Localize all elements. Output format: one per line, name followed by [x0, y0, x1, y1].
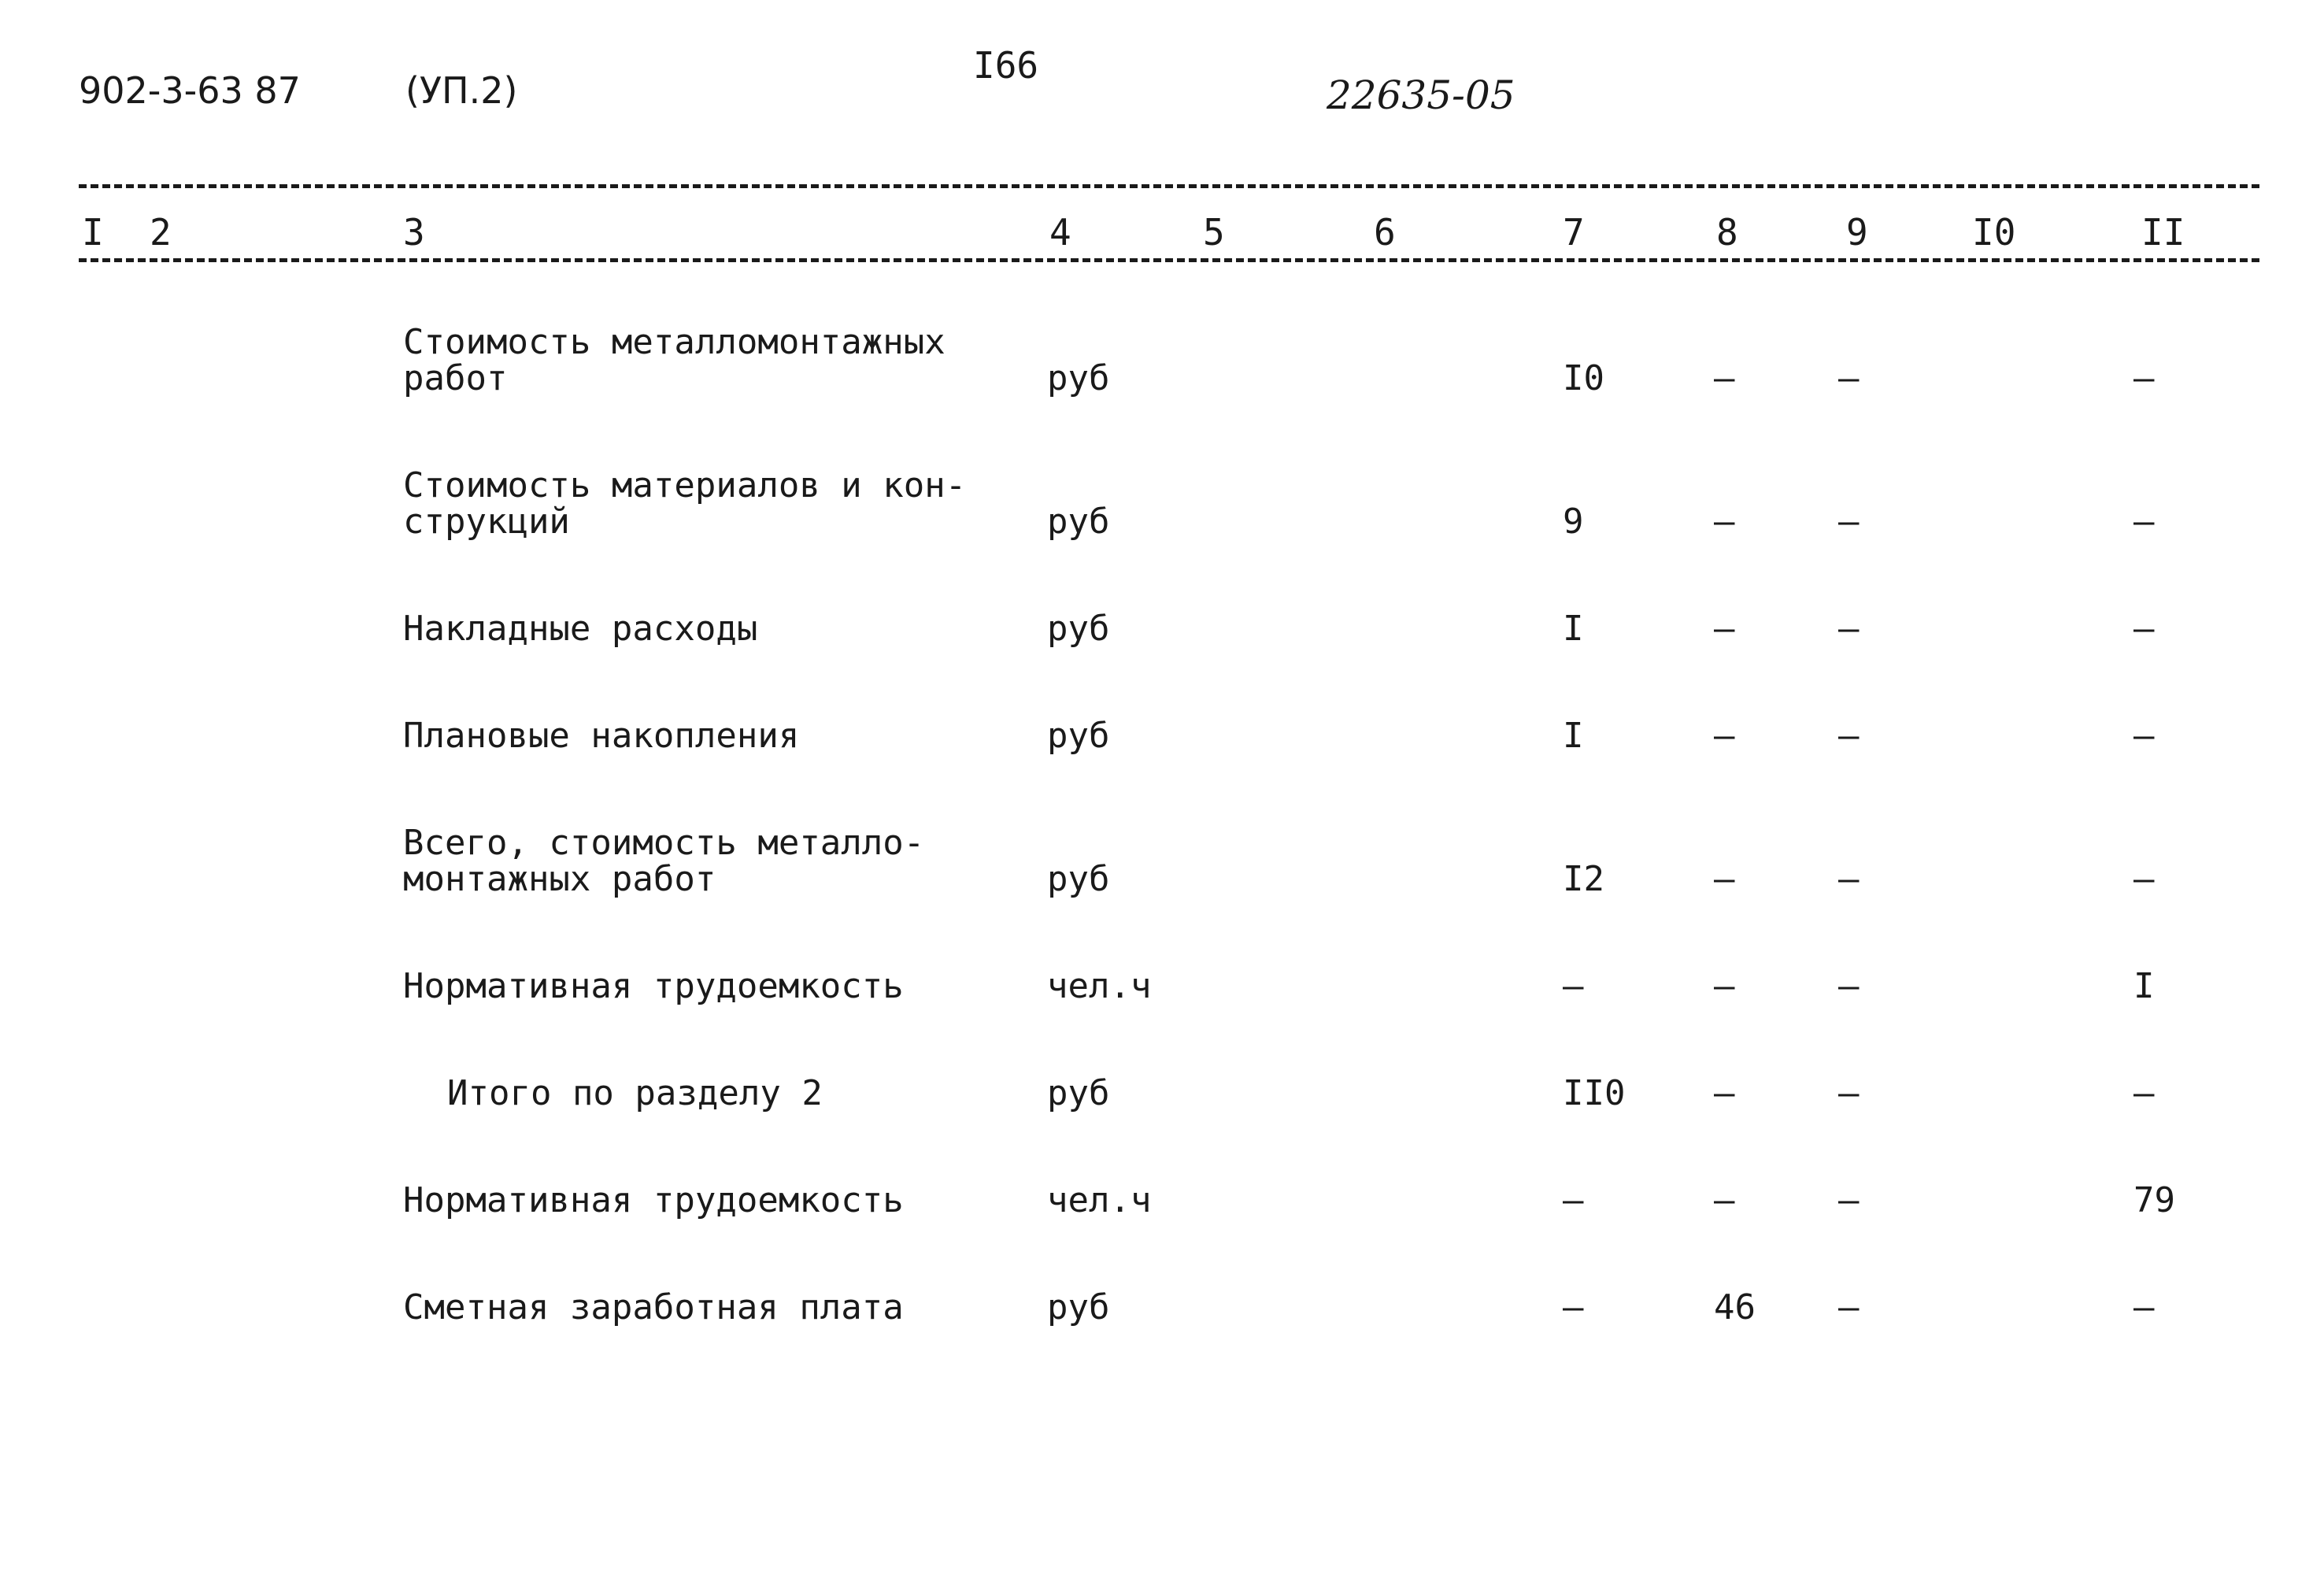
column-number: 7: [1563, 211, 1585, 254]
row-col7-value: –: [1563, 1287, 1584, 1327]
row-col8-value: –: [1714, 502, 1735, 542]
row-col11-value: –: [2133, 1073, 2155, 1113]
row-col7-value: 9: [1563, 502, 1584, 542]
row-description: Стоимость материалов и кон- струкций: [403, 465, 967, 542]
row-col11-value: –: [2133, 502, 2155, 542]
row-unit: руб: [1047, 716, 1110, 756]
column-number: 6: [1374, 211, 1396, 254]
row-description: Стоимость металломонтажных работ: [403, 322, 946, 398]
row-col8-value: –: [1714, 1073, 1735, 1113]
row-col9-value: –: [1838, 1073, 1860, 1113]
table-top-rule: [79, 184, 2259, 188]
row-col9-value: –: [1838, 716, 1860, 756]
column-number: 4: [1049, 211, 1071, 254]
column-number: 3: [403, 211, 425, 254]
row-col11-value: –: [2133, 716, 2155, 756]
row-col7-value: –: [1563, 1180, 1584, 1220]
document-code: 902-3-63 87: [79, 69, 301, 112]
row-col9-value: –: [1838, 1180, 1860, 1220]
album-number: (УП.2): [405, 69, 518, 112]
row-description: Итого по разделу 2: [447, 1073, 823, 1113]
column-number: 2: [150, 211, 172, 254]
row-col7-value: I: [1563, 609, 1584, 649]
row-col7-value: I0: [1563, 358, 1604, 398]
column-number: 5: [1203, 211, 1225, 254]
row-description: Сметная заработная плата: [403, 1287, 904, 1327]
column-number-rule: [79, 258, 2259, 262]
row-col7-value: II0: [1563, 1073, 1626, 1113]
row-unit: руб: [1047, 1073, 1110, 1113]
row-unit: руб: [1047, 859, 1110, 899]
row-description: Всего, стоимость металло- монтажных работ: [403, 823, 925, 899]
row-col8-value: –: [1714, 716, 1735, 756]
row-unit: чел.ч: [1047, 966, 1152, 1006]
row-col8-value: –: [1714, 358, 1735, 398]
row-description: Нормативная трудоемкость: [403, 966, 904, 1006]
row-col11-value: –: [2133, 859, 2155, 899]
row-col8-value: –: [1714, 966, 1735, 1006]
row-col8-value: –: [1714, 609, 1735, 649]
row-col11-value: –: [2133, 1287, 2155, 1327]
row-col7-value: I2: [1563, 859, 1604, 899]
page-number: I66: [973, 44, 1039, 87]
row-col11-value: –: [2133, 609, 2155, 649]
row-col11-value: I: [2133, 966, 2155, 1006]
row-unit: чел.ч: [1047, 1180, 1152, 1220]
column-number: I: [82, 211, 104, 254]
row-col9-value: –: [1838, 609, 1860, 649]
row-col9-value: –: [1838, 966, 1860, 1006]
row-col9-value: –: [1838, 1287, 1860, 1327]
row-col8-value: 46: [1714, 1287, 1756, 1327]
row-col8-value: –: [1714, 1180, 1735, 1220]
row-col9-value: –: [1838, 502, 1860, 542]
row-col9-value: –: [1838, 358, 1860, 398]
column-number: 8: [1716, 211, 1738, 254]
row-description: Плановые накопления: [403, 716, 800, 756]
row-col11-value: 79: [2133, 1180, 2175, 1220]
row-col7-value: –: [1563, 966, 1584, 1006]
column-number: II: [2141, 211, 2185, 254]
inventory-stamp: 22635-05: [1327, 72, 1515, 118]
row-unit: руб: [1047, 502, 1110, 542]
row-col7-value: I: [1563, 716, 1584, 756]
row-unit: руб: [1047, 358, 1110, 398]
row-unit: руб: [1047, 1287, 1110, 1327]
row-description: Накладные расходы: [403, 609, 758, 649]
column-number: I0: [1972, 211, 2016, 254]
row-description: Нормативная трудоемкость: [403, 1180, 904, 1220]
row-unit: руб: [1047, 609, 1110, 649]
row-col8-value: –: [1714, 859, 1735, 899]
row-col9-value: –: [1838, 859, 1860, 899]
row-col11-value: –: [2133, 358, 2155, 398]
column-number: 9: [1846, 211, 1868, 254]
